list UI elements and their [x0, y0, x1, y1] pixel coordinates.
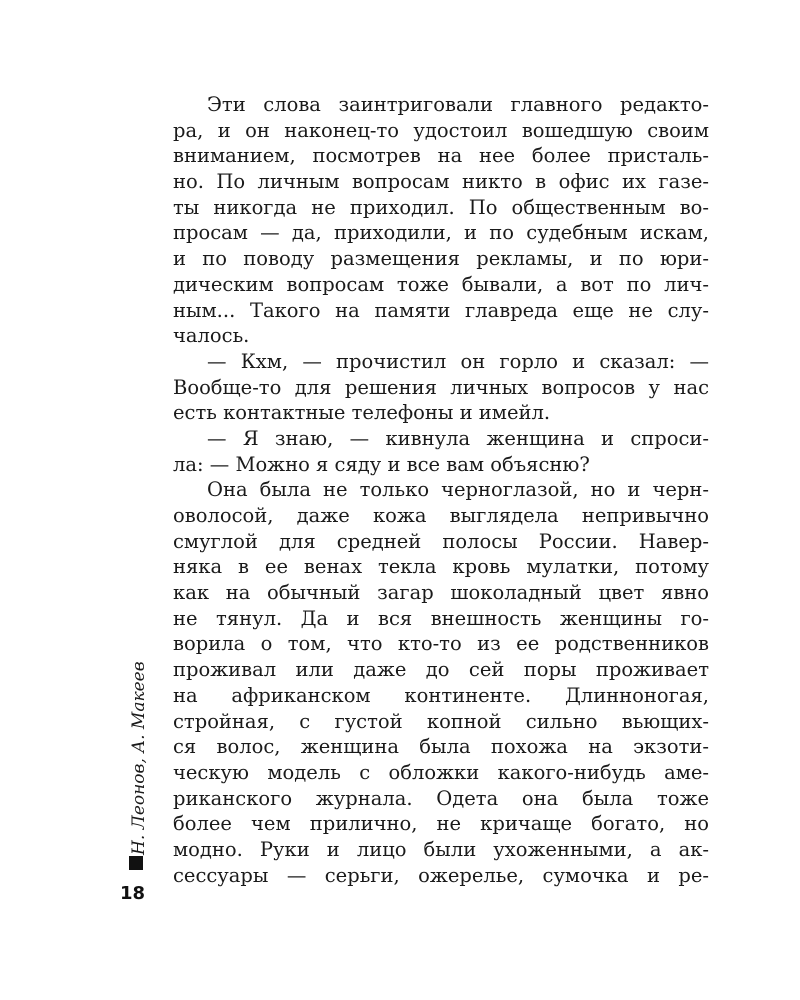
- text-line: но. По личным вопросам никто в офис их газе-: [173, 170, 709, 194]
- running-head-author: Н. Леонов, А. Макеев: [129, 661, 149, 855]
- text-line: Она была не только черноглазой, но и черн-: [207, 478, 709, 502]
- text-line: и по поводу размещения рекламы, и по юри-: [173, 247, 709, 271]
- text-line: риканского журнала. Одета она была тоже: [173, 786, 709, 810]
- text-line: вниманием, посмотрев на нее более присталь-: [173, 144, 709, 168]
- text-line: — Я знаю, — кивнула женщина и спроси-: [207, 426, 709, 450]
- text-line: няка в ее венах текла кровь мулатки, потому: [173, 555, 709, 579]
- body-text: [173, 92, 709, 888]
- text-line: более чем прилично, не кричаще богато, но: [173, 812, 709, 836]
- text-line: не тянул. Да и вся внешность женщины го-: [173, 606, 709, 630]
- text-line: Эти слова заинтриговали главного редакто-: [207, 93, 709, 116]
- text-line: дическим вопросам тоже бывали, а вот по лич-: [173, 272, 709, 296]
- text-line: ра, и он наконец-то удостоил вошедшую своим: [173, 118, 709, 142]
- text-line: ла: — Можно я сяду и все вам объясню?: [173, 452, 590, 476]
- square-marker-icon: [129, 856, 143, 870]
- text-line: ным... Такого на памяти главреда еще не слу-: [173, 298, 709, 322]
- text-line: проживал или даже до сей поры проживает: [173, 658, 709, 682]
- text-line: на африканском континенте. Длинноногая,: [173, 683, 709, 707]
- text-line: смуглой для средней полосы России. Навер-: [173, 529, 709, 553]
- text-line: — Кхм, — прочистил он горло и сказал: —: [207, 349, 709, 373]
- text-line: стройная, с густой копной сильно вьющих-: [173, 709, 709, 733]
- text-line: оволосой, даже кожа выглядела непривычно: [173, 504, 709, 527]
- text-line: есть контактные телефоны и имейл.: [173, 401, 551, 425]
- text-line: ворила о том, что кто-то из ее родственников: [173, 632, 709, 656]
- text-line: Вообще-то для решения личных вопросов у нас: [173, 375, 709, 399]
- text-line: ческую модель с обложки какого-нибудь аме-: [173, 760, 709, 784]
- text-line: модно. Руки и лицо были ухоженными, а ак-: [173, 837, 709, 861]
- text-line: ты никогда не приходил. По общественным во-: [173, 195, 709, 219]
- text-line: ся волос, женщина была похожа на экзоти-: [173, 735, 709, 759]
- text-line: как на обычный загар шоколадный цвет явно: [173, 581, 709, 605]
- page-number: 18: [120, 883, 146, 904]
- text-line: чалось.: [173, 324, 250, 348]
- text-line: просам — да, приходили, и по судебным искам,: [173, 221, 709, 245]
- text-line: сессуары — серьги, ожерелье, сумочка и ре-: [173, 863, 709, 887]
